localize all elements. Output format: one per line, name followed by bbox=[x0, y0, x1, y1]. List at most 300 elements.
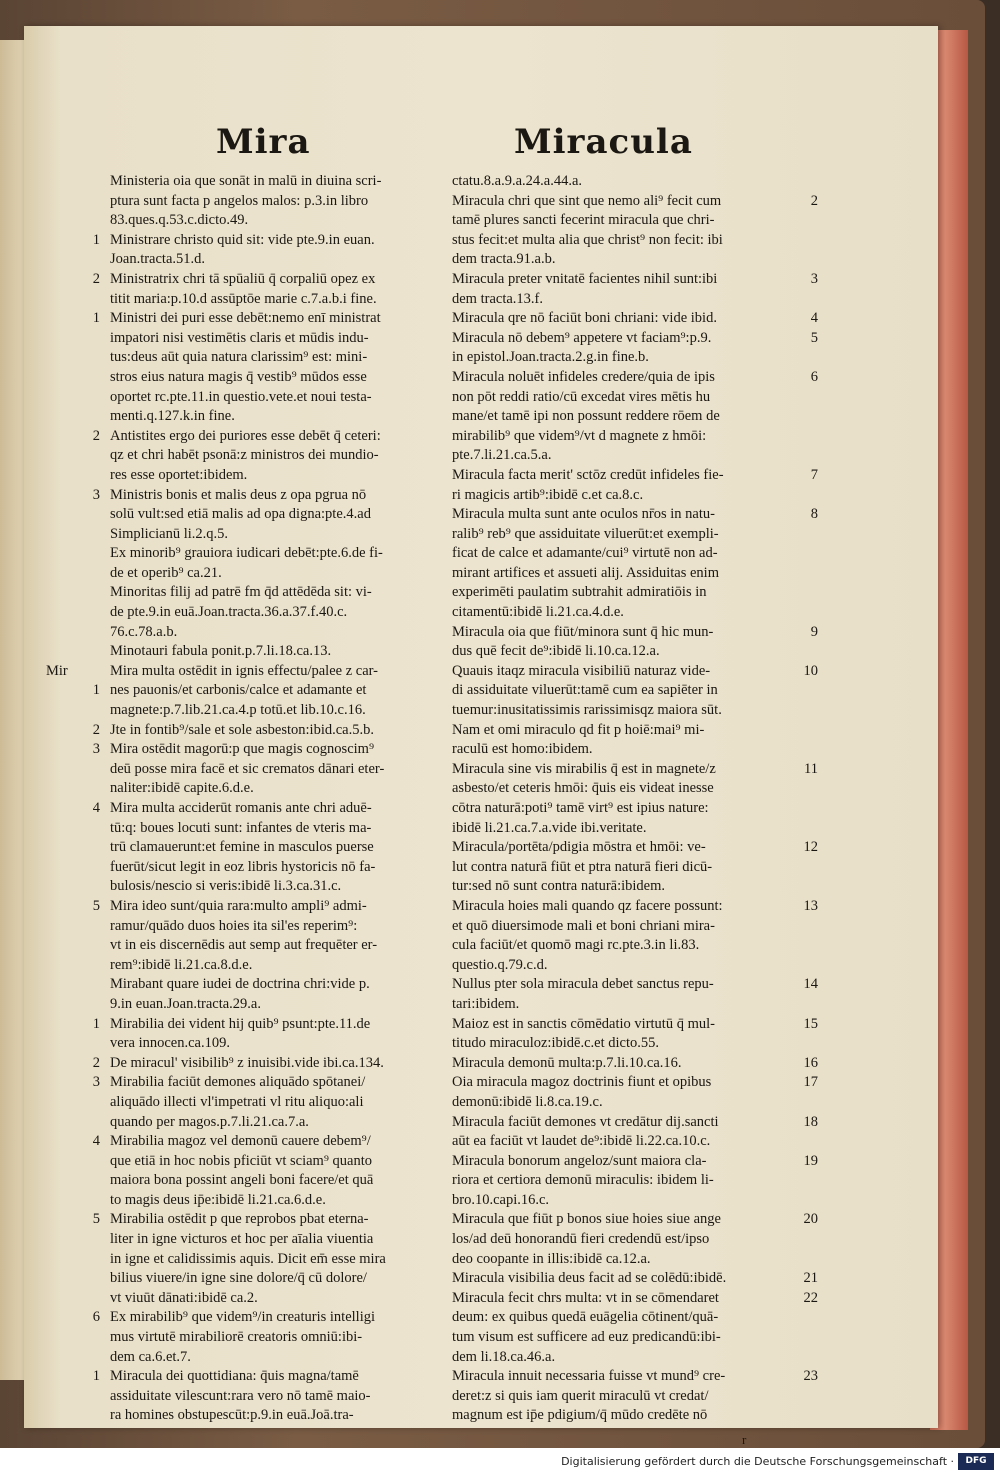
entry-text: quando per magos.p.7.li.21.ca.7.a. bbox=[110, 1113, 309, 1130]
entry-number: 20 bbox=[803, 1211, 818, 1228]
entry-text: Ministris bonis et malis deus z opa pgrua nō bbox=[110, 486, 367, 503]
index-line bbox=[452, 642, 788, 662]
running-header-right: Miracula bbox=[514, 122, 693, 162]
index-line bbox=[110, 466, 450, 486]
index-line bbox=[452, 368, 818, 388]
entry-number: 1 bbox=[92, 1368, 100, 1385]
entry-text: Miracula que fiūt p bonos siue hoies siue ange bbox=[452, 1211, 721, 1228]
index-line bbox=[452, 211, 788, 231]
index-line bbox=[452, 446, 788, 466]
entry-text: res esse oportet:ibidem. bbox=[110, 466, 248, 483]
index-line bbox=[452, 995, 788, 1015]
index-line bbox=[452, 1269, 818, 1289]
index-line bbox=[452, 583, 788, 603]
index-line bbox=[110, 1348, 450, 1368]
entry-text: experimēti paulatim subtrahit admiratiōis in bbox=[452, 584, 707, 601]
entry-text: ralib⁹ reb⁹ que assiduitate viluerūt:et exempli- bbox=[452, 525, 719, 542]
entry-text: Miracula innuit necessaria fuisse vt mund⁹ cre- bbox=[452, 1368, 726, 1385]
entry-number: 6 bbox=[810, 368, 818, 385]
index-line bbox=[452, 936, 788, 956]
entry-text: titit maria:p.10.d assūptōe marie c.7.a.b.i fine. bbox=[110, 290, 377, 307]
entry-text: fuerūt/sicut legit in eoz libris hystoricis nō fa- bbox=[110, 858, 376, 875]
entry-text: Ministratrix chri tā spūaliū q̄ corpaliū opez ex bbox=[110, 270, 376, 287]
entry-text: bulosis/nescio si veris:ibidē li.3.ca.31.c. bbox=[110, 878, 342, 895]
entry-number: 1 bbox=[92, 682, 100, 699]
entry-number: 5 bbox=[92, 897, 100, 914]
entry-text: Jte in fontib⁹/sale et sole asbeston:ibid.ca.5.b. bbox=[110, 721, 374, 738]
entry-text: Miracula visibilia deus facit ad se colēdū:ibidē. bbox=[452, 1270, 727, 1287]
entry-text: deū posse mira facē et sic crematos dānari eter- bbox=[110, 760, 385, 777]
index-line bbox=[110, 388, 450, 408]
index-line bbox=[92, 799, 450, 819]
entry-text: Miracula hoies mali quando qz facere possunt: bbox=[452, 897, 723, 914]
index-line bbox=[452, 348, 788, 368]
entry-text: tuemur:inusitatissimis rarissimisqz maiora sūt. bbox=[452, 702, 722, 719]
index-line bbox=[110, 348, 450, 368]
index-line bbox=[452, 192, 818, 212]
index-line bbox=[92, 1015, 450, 1035]
index-line bbox=[452, 544, 788, 564]
entry-text: rem⁹:ibidē li.21.ca.8.d.e. bbox=[110, 956, 253, 973]
entry-number: 3 bbox=[92, 486, 100, 503]
index-line bbox=[92, 721, 450, 741]
entry-number: 17 bbox=[803, 1074, 818, 1091]
entry-text: tū:q: boues locuti sunt: infantes de vteris ma- bbox=[110, 819, 372, 836]
entry-number: 3 bbox=[92, 1074, 100, 1091]
entry-number: 23 bbox=[803, 1368, 818, 1385]
index-line bbox=[452, 1210, 818, 1230]
index-line bbox=[110, 936, 450, 956]
entry-text: Quauis itaqz miracula visibiliū naturaz vide- bbox=[452, 662, 711, 679]
entry-text: bro.10.capi.16.c. bbox=[452, 1191, 550, 1208]
index-line bbox=[110, 544, 450, 564]
entry-text: Miracula fecit chrs multa: vt in se cōmendaret bbox=[452, 1289, 719, 1306]
entry-text: Mira multa acciderūt romanis ante chri aduē- bbox=[110, 800, 372, 816]
index-line bbox=[92, 309, 450, 329]
entry-text: Miracula noluēt infideles credere/quia de ipis bbox=[452, 368, 715, 385]
entry-number: 6 bbox=[92, 1309, 100, 1326]
index-line bbox=[452, 740, 788, 760]
entry-text: asbesto/et ceteris hmōi: q̄uis eis videat inesse bbox=[452, 780, 714, 797]
entry-text: Nullus pter sola miracula debet sanctus repu- bbox=[452, 976, 714, 993]
entry-text: aūt ea faciūt vt laudet de⁹:ibidē li.22.ca.10.c. bbox=[452, 1133, 711, 1150]
index-line bbox=[110, 172, 450, 192]
index-line bbox=[452, 956, 788, 976]
entry-text: bilius viuere/in igne sine dolore/q̄ cū dolore/ bbox=[110, 1270, 367, 1287]
entry-text: stros eius natura magis q̄ vestib⁹ mūdos esse bbox=[110, 368, 367, 385]
entry-text: et quō diuersimode mali et boni chriani mira- bbox=[452, 917, 715, 934]
entry-text: ptura sunt facta p angelos malos: p.3.in libro bbox=[110, 192, 369, 209]
entry-text: solū vult:sed etiā malis ad opa digna:pte.4.ad bbox=[110, 506, 371, 523]
index-line bbox=[92, 1367, 450, 1387]
index-line bbox=[110, 290, 450, 310]
entry-text: deo coopante in illis:ibidē ca.12.a. bbox=[452, 1250, 651, 1267]
index-line bbox=[110, 701, 450, 721]
entry-text: assiduitate vilescunt:rara vero nō tamē maio- bbox=[110, 1387, 371, 1404]
index-line bbox=[452, 1328, 788, 1348]
entry-text: dem tracta.91.a.b. bbox=[452, 251, 556, 268]
entry-text: to magis deus ip̄e:ibidē li.21.ca.6.d.e. bbox=[110, 1191, 326, 1208]
entry-text: qz et chri habēt psonā:z ministros dei mundio- bbox=[110, 447, 379, 464]
index-line bbox=[452, 270, 818, 290]
entry-number: 2 bbox=[92, 721, 100, 738]
entry-text: Maioz est in sanctis cōmēdatio virtutū q̄ mul- bbox=[452, 1015, 715, 1032]
index-line bbox=[110, 368, 450, 388]
index-line bbox=[452, 250, 788, 270]
entry-number: 8 bbox=[810, 506, 818, 523]
entry-text: Simplicianū li.2.q.5. bbox=[110, 525, 229, 542]
index-line bbox=[110, 975, 450, 995]
entry-number: 3 bbox=[92, 741, 100, 758]
entry-number: 22 bbox=[803, 1289, 818, 1306]
index-line bbox=[92, 486, 450, 506]
entry-text: Miracula multa sunt ante oculos nr̄os in natu- bbox=[452, 506, 715, 523]
entry-text: 9.in euan.Joan.tracta.29.a. bbox=[110, 995, 261, 1012]
entry-number: 16 bbox=[803, 1054, 818, 1071]
entry-text: cōtra naturā:poti⁹ tamē virt⁹ est ipius nature: bbox=[452, 800, 709, 816]
index-line bbox=[452, 1034, 788, 1054]
entry-text: raculū est homo:ibidem. bbox=[452, 741, 593, 758]
index-line bbox=[452, 760, 818, 780]
index-line bbox=[92, 1054, 450, 1074]
entry-text: Ex minorib⁹ grauiora iudicari debēt:pte.6.de fi- bbox=[110, 545, 383, 562]
entry-text: Miracula oia que fiūt/minora sunt q̄ hic mun- bbox=[452, 623, 714, 640]
entry-text: Miracula nō debem⁹ appetere vt faciam⁹:p.9. bbox=[452, 329, 712, 346]
entry-text: titudo miraculoz:ibidē.c.et dicto.55. bbox=[452, 1035, 659, 1052]
entry-text: pte.7.li.21.ca.5.a. bbox=[452, 447, 552, 464]
entry-text: Minoritas filij ad patrē fm q̄d attēdēda sit: vi- bbox=[110, 584, 372, 601]
index-line bbox=[110, 917, 450, 937]
index-line bbox=[110, 211, 450, 231]
entry-text: dem ca.6.et.7. bbox=[110, 1348, 191, 1365]
index-line bbox=[110, 779, 450, 799]
right-column bbox=[452, 172, 818, 1426]
index-line bbox=[452, 603, 788, 623]
entry-text: mirabilib⁹ que videm⁹/vt d magnete z hmōi: bbox=[452, 427, 707, 444]
entry-text: mus virtutē mirabiliorē creatoris omniū:ibi- bbox=[110, 1329, 363, 1346]
entry-text: Miracula chri que sint que nemo ali⁹ fecit cum bbox=[452, 192, 722, 209]
index-line bbox=[452, 681, 788, 701]
index-line bbox=[110, 1250, 450, 1270]
index-line bbox=[110, 1328, 450, 1348]
entry-text: Oia miracula magoz doctrinis fiunt et opibus bbox=[452, 1074, 712, 1091]
entry-text: Miracula faciūt demones vt credātur dij.sancti bbox=[452, 1113, 719, 1130]
index-line bbox=[452, 1348, 788, 1368]
entry-text: dus quē fecit de⁹:ibidē li.10.ca.12.a. bbox=[452, 643, 660, 660]
index-line bbox=[452, 1367, 818, 1387]
entry-text: Antistites ergo dei puriores esse debēt q̄ ceteri: bbox=[110, 427, 381, 444]
entry-text: stus fecit:et multa alia que christ⁹ non fecit: ibi bbox=[452, 231, 723, 248]
left-column bbox=[46, 172, 450, 1426]
index-line bbox=[452, 779, 788, 799]
entry-text: Miracula sine vis mirabilis q̄ est in magnete/z bbox=[452, 760, 716, 777]
entry-text: Miracula bonorum angeloz/sunt maiora cla- bbox=[452, 1152, 707, 1169]
entry-number: 4 bbox=[810, 310, 818, 327]
index-line bbox=[452, 917, 788, 937]
entry-text: tamē plures sancti fecerint miracula que chri- bbox=[452, 212, 715, 229]
index-line bbox=[452, 231, 788, 251]
entry-text: dem li.18.ca.46.a. bbox=[452, 1348, 556, 1365]
entry-number: 1 bbox=[92, 310, 100, 327]
entry-text: vt in eis discernēdis aut semp aut frequēter er- bbox=[110, 937, 378, 954]
entry-text: Ministeria oia que sonāt in malū in diuina scri- bbox=[110, 173, 382, 189]
index-line bbox=[452, 721, 788, 741]
entry-text: mirant artifices et assueti alij. Assiduitas enim bbox=[452, 564, 719, 581]
index-line bbox=[110, 1171, 450, 1191]
entry-text: Miracula/portēta/pdigia mōstra et hmōi: ve- bbox=[452, 839, 706, 856]
index-line bbox=[110, 1191, 450, 1211]
index-line bbox=[110, 956, 450, 976]
index-line bbox=[452, 290, 788, 310]
entry-text: Nam et omi miraculo qd fit p hoiē:mai⁹ mi- bbox=[452, 721, 705, 738]
entry-text: Minotauri fabula ponit.p.7.li.18.ca.13. bbox=[110, 643, 332, 660]
entry-text: tus:deus aūt quia natura clarissim⁹ est: mini- bbox=[110, 349, 368, 366]
index-line bbox=[452, 1073, 818, 1093]
book-page bbox=[24, 26, 938, 1447]
entry-text: 76.c.78.a.b. bbox=[110, 623, 178, 640]
entry-text: ctatu.8.a.9.a.24.a.44.a. bbox=[452, 173, 583, 189]
index-line bbox=[110, 1034, 450, 1054]
entry-text: Mirabilia ostēdit p que reprobos pbat eterna- bbox=[110, 1211, 369, 1228]
entry-number: 1 bbox=[92, 1015, 100, 1032]
entry-number: 4 bbox=[92, 1133, 100, 1150]
entry-text: citamentū:ibidē li.21.ca.4.d.e. bbox=[452, 604, 624, 621]
index-line bbox=[110, 1387, 450, 1407]
index-line bbox=[110, 192, 450, 212]
index-line bbox=[92, 1210, 450, 1230]
index-line bbox=[452, 623, 818, 643]
index-line bbox=[110, 505, 450, 525]
index-line bbox=[92, 681, 450, 701]
entry-text: de et operib⁹ ca.21. bbox=[110, 564, 222, 581]
entry-text: vera innocen.ca.109. bbox=[110, 1035, 230, 1052]
index-line bbox=[110, 1289, 450, 1309]
entry-text: menti.q.127.k.in fine. bbox=[110, 408, 235, 425]
index-line bbox=[110, 1152, 450, 1172]
index-line bbox=[110, 838, 450, 858]
entry-text: Mirabant quare iudei de doctrina chri:vide p. bbox=[110, 976, 370, 993]
entry-text: Miracula facta merit' sctōz credūt infideles fie- bbox=[452, 466, 724, 483]
index-line bbox=[110, 1230, 450, 1250]
index-line bbox=[110, 250, 450, 270]
entry-text: deum: ex quibus quedā euāgelia cōtinent/quā- bbox=[452, 1309, 719, 1326]
index-line bbox=[452, 466, 818, 486]
index-line bbox=[110, 1406, 450, 1426]
entry-text: demonū:ibidē li.8.ca.19.c. bbox=[452, 1093, 603, 1110]
index-line bbox=[452, 505, 818, 525]
entry-text: Miracula preter vnitatē facientes nihil sunt:ibi bbox=[452, 270, 718, 287]
entry-text: dem tracta.13.f. bbox=[452, 290, 543, 307]
marginal-catchword: Mir bbox=[46, 662, 68, 679]
entry-text: ri magicis artib⁹:ibidē c.et ca.8.c. bbox=[452, 486, 644, 503]
entry-text: ficat de calce et adamante/cui⁹ virtutē non ad- bbox=[452, 545, 718, 562]
entry-number: 15 bbox=[803, 1015, 818, 1032]
index-line bbox=[452, 407, 788, 427]
entry-text: non pōt reddi ratio/cū excedat vires mētis hu bbox=[452, 388, 711, 405]
index-line bbox=[92, 231, 450, 251]
index-line bbox=[92, 897, 450, 917]
entry-text: impatori nisi vestimētis claris et mūdis indu- bbox=[110, 329, 369, 346]
entry-number: 21 bbox=[803, 1270, 818, 1287]
entry-text: Ministrare christo quid sit: vide pte.9.in euan. bbox=[110, 231, 375, 248]
entry-text: nes pauonis/et carbonis/calce et adamante et bbox=[110, 682, 367, 699]
index-line bbox=[452, 1406, 788, 1426]
index-line bbox=[452, 819, 788, 839]
index-line bbox=[452, 1152, 818, 1172]
index-line bbox=[110, 1269, 450, 1289]
index-line bbox=[452, 1191, 788, 1211]
entry-text: que etiā in hoc nobis pficiūt vt sciam⁹ quanto bbox=[110, 1152, 372, 1169]
entry-text: vt viuūt dānati:ibidē ca.2. bbox=[110, 1289, 258, 1306]
entry-text: los/ad deū honorandū fieri credendū est/ipso bbox=[452, 1231, 710, 1248]
index-line bbox=[452, 1093, 788, 1113]
entry-text: oportet rc.pte.11.in questio.vete.et noui testa- bbox=[110, 388, 372, 405]
entry-text: tari:ibidem. bbox=[452, 995, 520, 1012]
entry-number: 2 bbox=[810, 192, 818, 209]
index-line bbox=[452, 897, 818, 917]
entry-number: 14 bbox=[803, 976, 818, 993]
entry-text: Miracula demonū multa:p.7.li.10.ca.16. bbox=[452, 1054, 682, 1071]
entry-text: Miracula dei quottidiana: q̄uis magna/tamē bbox=[110, 1368, 359, 1385]
index-line bbox=[92, 1308, 450, 1328]
index-line bbox=[110, 819, 450, 839]
entry-text: ibidē li.21.ca.7.a.vide ibi.veritate. bbox=[452, 819, 647, 836]
index-line bbox=[452, 486, 788, 506]
entry-text: maiora bona possint angeli boni facere/et quā bbox=[110, 1172, 374, 1189]
entry-text: ramur/quādo duos hoies ita sil'es reperim⁹: bbox=[110, 917, 358, 934]
entry-text: Joan.tracta.51.d. bbox=[110, 251, 206, 268]
index-line bbox=[110, 603, 450, 623]
index-line bbox=[110, 564, 450, 584]
index-line bbox=[452, 564, 788, 584]
footer-credit: Digitalisierung gefördert durch die Deutsche Forschungsgemeinschaft · bbox=[561, 1455, 954, 1468]
entry-text: deret:z si quis iam querit miraculū vt credat/ bbox=[452, 1387, 709, 1404]
running-header-left: Mira bbox=[216, 122, 311, 162]
index-line bbox=[110, 995, 450, 1015]
index-line bbox=[92, 1132, 450, 1152]
entry-number: 18 bbox=[803, 1113, 818, 1130]
entry-number: 7 bbox=[810, 466, 818, 483]
index-line bbox=[92, 1073, 450, 1093]
index-line bbox=[110, 760, 450, 780]
index-line bbox=[452, 1308, 788, 1328]
entry-text: trū clamauerunt:et femine in masculos puerse bbox=[110, 839, 374, 856]
index-line bbox=[110, 623, 450, 643]
entry-text: in igne et calidissimis aquis. Dicit em̄ esse mira bbox=[110, 1250, 386, 1267]
entry-text: in epistol.Joan.tracta.2.g.in fine.b. bbox=[452, 349, 649, 366]
entry-number: 2 bbox=[92, 270, 100, 287]
index-line bbox=[452, 309, 818, 329]
entry-text: cula faciūt/et quomō magi rc.pte.3.in li.83. bbox=[452, 937, 700, 954]
entry-number: 2 bbox=[92, 1054, 100, 1071]
entry-number: 3 bbox=[810, 270, 818, 287]
entry-text: aliquādo illecti vl'impetrati vl ritu aliquo:ali bbox=[110, 1093, 364, 1110]
entry-number: 2 bbox=[92, 427, 100, 444]
entry-text: Mira multa ostēdit in ignis effectu/palee z car- bbox=[110, 662, 378, 679]
index-line bbox=[452, 1015, 818, 1035]
entry-text: De miracul' visibilib⁹ z inuisibi.vide ibi.ca.134. bbox=[110, 1054, 384, 1071]
index-line bbox=[452, 1289, 818, 1309]
index-line bbox=[110, 1093, 450, 1113]
footer-bar bbox=[0, 1448, 1000, 1476]
entry-text: tur:sed nō sunt contra naturā:ibidem. bbox=[452, 878, 666, 895]
index-line bbox=[452, 329, 818, 349]
index-line bbox=[92, 427, 450, 447]
index-line bbox=[452, 877, 788, 897]
entry-text: liter in igne victuros et hoc per aīalia viuentia bbox=[110, 1231, 374, 1248]
index-line bbox=[92, 270, 450, 290]
index-line bbox=[452, 858, 788, 878]
entry-number: 1 bbox=[92, 231, 100, 248]
entry-number: 10 bbox=[803, 662, 818, 679]
index-line bbox=[110, 642, 450, 662]
entry-text: Ministri dei puri esse debēt:nemo enī ministrat bbox=[110, 310, 381, 327]
index-line bbox=[452, 1250, 788, 1270]
entry-number: 11 bbox=[804, 760, 818, 777]
entry-text: Mira ostēdit magorū:p que magis cognoscim⁹ bbox=[110, 741, 374, 758]
index-line bbox=[110, 329, 450, 349]
index-line bbox=[110, 1113, 450, 1133]
index-line bbox=[110, 858, 450, 878]
index-line bbox=[452, 1387, 788, 1407]
index-line bbox=[452, 525, 788, 545]
entry-number: 9 bbox=[810, 623, 818, 640]
index-line bbox=[452, 1132, 788, 1152]
dfg-logo: DFG bbox=[958, 1453, 994, 1470]
entry-text: mane/et tamē ipi non possunt reddere rōem de bbox=[452, 408, 720, 425]
index-line bbox=[110, 446, 450, 466]
entry-text: magnete:p.7.lib.21.ca.4.p totū.et lib.10.c.16. bbox=[110, 702, 366, 719]
entry-text: Mira ideo sunt/quia rara:multo ampli⁹ admi- bbox=[110, 897, 367, 914]
entry-number: 5 bbox=[92, 1211, 100, 1228]
entry-text: lut contra naturā fiūt et ptra naturā fieri dicū- bbox=[452, 858, 713, 875]
entry-text: naliter:ibidē capite.6.d.e. bbox=[110, 780, 254, 797]
index-line bbox=[452, 662, 818, 682]
index-line bbox=[452, 172, 788, 192]
entry-number: 19 bbox=[803, 1152, 818, 1169]
entry-number: 12 bbox=[803, 839, 818, 856]
index-line bbox=[452, 1171, 788, 1191]
index-line bbox=[452, 838, 818, 858]
entry-text: Mirabilia faciūt demones aliquādo spōtanei/ bbox=[110, 1074, 366, 1091]
entry-text: Ex mirabilib⁹ que videm⁹/in creaturis intelligi bbox=[110, 1309, 376, 1326]
index-line bbox=[452, 388, 788, 408]
index-line bbox=[452, 1113, 818, 1133]
index-line bbox=[110, 525, 450, 545]
signature-mark: r bbox=[742, 1432, 747, 1447]
entry-text: Mirabilia dei vident hij quib⁹ psunt:pte.11.de bbox=[110, 1015, 371, 1032]
entry-text: de pte.9.in euā.Joan.tracta.36.a.37.f.40.c. bbox=[110, 604, 348, 621]
index-line bbox=[110, 583, 450, 603]
index-line bbox=[452, 1230, 788, 1250]
index-line bbox=[452, 975, 818, 995]
index-line bbox=[452, 799, 788, 819]
entry-text: Mirabilia magoz vel demonū cauere debem⁹/ bbox=[110, 1133, 371, 1150]
entry-text: riora et certiora demonū miraculis: ibidem li- bbox=[452, 1172, 714, 1189]
index-line bbox=[452, 1054, 818, 1074]
entry-text: Miracula qre nō faciūt boni chriani: vide ibid. bbox=[452, 310, 717, 327]
index-line bbox=[46, 662, 450, 682]
index-line bbox=[110, 407, 450, 427]
entry-number: 13 bbox=[803, 897, 818, 914]
index-line bbox=[110, 877, 450, 897]
entry-text: magnum est ip̄e pdigium/q̄ mūdo credēte nō bbox=[452, 1407, 708, 1424]
index-line bbox=[452, 701, 788, 721]
entry-number: 5 bbox=[810, 329, 818, 346]
entry-text: ra homines obstupescūt:p.9.in euā.Joā.tra- bbox=[110, 1407, 354, 1424]
entry-text: di assiduitate viluerūt:tamē cum ea sapiēter in bbox=[452, 682, 718, 699]
entry-number: 4 bbox=[92, 800, 100, 816]
